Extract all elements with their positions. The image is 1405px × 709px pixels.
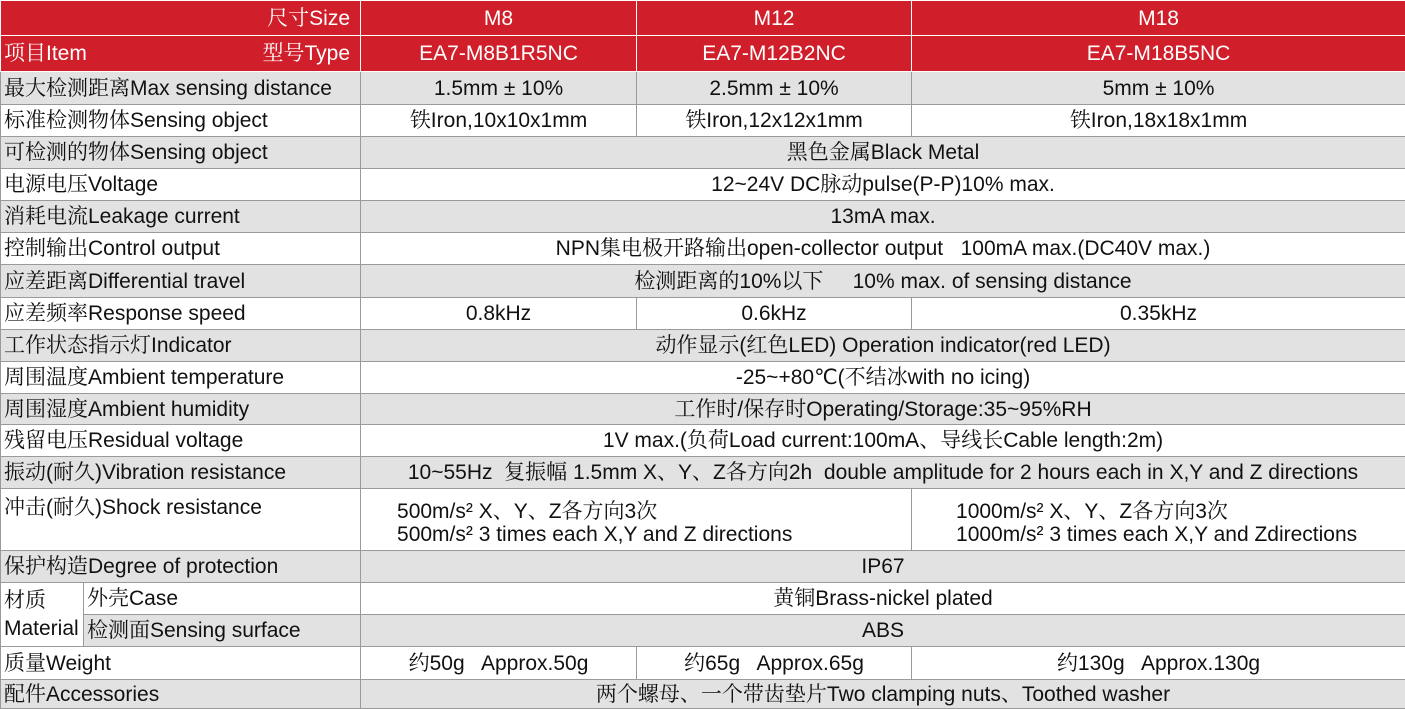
type-label: 型号Type bbox=[262, 43, 360, 64]
case-label: 外壳Case bbox=[84, 583, 361, 615]
model-m12: EA7-M12B2NC bbox=[637, 36, 912, 72]
cell-all: NPN集电极开路输出open-collector output 100mA max.(DC40V max.) bbox=[361, 233, 1405, 265]
cell-all: 动作显示(红色LED) Operation indicator(red LED) bbox=[361, 330, 1405, 362]
cell-all: 工作时/保存时Operating/Storage:35~95%RH bbox=[361, 394, 1405, 425]
row-control-output bbox=[1, 233, 1405, 265]
row-label: 最大检测距离Max sensing distance bbox=[1, 72, 361, 105]
surface-value: ABS bbox=[361, 615, 1405, 647]
row-weight bbox=[1, 647, 1405, 680]
case-value: 黄铜Brass-nickel plated bbox=[361, 583, 1405, 615]
cell-m8: 0.8kHz bbox=[361, 298, 637, 330]
cell-all: 1V max.(负荷Load current:100mA、导线长Cable length:2m) bbox=[361, 425, 1405, 457]
row-label: 残留电压Residual voltage bbox=[1, 425, 361, 457]
row-sensing-object bbox=[1, 105, 1405, 137]
shock-left-line2: 500m/s² 3 times each X,Y and Z directions bbox=[397, 523, 911, 546]
cell-m18: 5mm ± 10% bbox=[912, 72, 1405, 105]
row-label: 振动(耐久)Vibration resistance bbox=[1, 457, 361, 489]
size-m18: M18 bbox=[912, 1, 1405, 36]
cell-m18: 铁Iron,18x18x1mm bbox=[912, 105, 1405, 137]
row-accessories bbox=[1, 680, 1405, 709]
model-m8: EA7-M8B1R5NC bbox=[361, 36, 637, 72]
size-m8: M8 bbox=[361, 1, 637, 36]
row-label: 保护构造Degree of protection bbox=[1, 551, 361, 583]
row-label: 工作状态指示灯Indicator bbox=[1, 330, 361, 362]
model-m18: EA7-M18B5NC bbox=[912, 36, 1405, 72]
row-humidity bbox=[1, 394, 1405, 425]
row-leakage bbox=[1, 201, 1405, 233]
cell-shock-m8-m12 bbox=[361, 489, 912, 551]
cell-all: 两个螺母、一个带齿垫片Two clamping nuts、Toothed washer bbox=[361, 680, 1405, 709]
row-label: 周围湿度Ambient humidity bbox=[1, 394, 361, 425]
cell-m18: 0.35kHz bbox=[912, 298, 1405, 330]
cell-m12: 铁Iron,12x12x1mm bbox=[637, 105, 912, 137]
size-header-label: 尺寸Size bbox=[1, 1, 361, 36]
cell-all: 12~24V DC脉动pulse(P-P)10% max. bbox=[361, 169, 1405, 201]
row-protection bbox=[1, 551, 1405, 583]
material-label bbox=[1, 583, 84, 647]
row-label: 消耗电流Leakage current bbox=[1, 201, 361, 233]
surface-label: 检测面Sensing surface bbox=[84, 615, 361, 647]
row-detectable-object bbox=[1, 137, 1405, 169]
row-label: 配件Accessories bbox=[1, 680, 361, 709]
shock-left-line1: 500m/s² X、Y、Z各方向3次 bbox=[397, 500, 911, 523]
row-voltage bbox=[1, 169, 1405, 201]
row-label: 控制输出Control output bbox=[1, 233, 361, 265]
size-m12: M12 bbox=[637, 1, 912, 36]
row-label: 可检测的物体Sensing object bbox=[1, 137, 361, 169]
row-label: 应差距离Differential travel bbox=[1, 265, 361, 298]
material-label-en: Material bbox=[4, 615, 83, 642]
cell-all: 13mA max. bbox=[361, 201, 1405, 233]
cell-m12: 2.5mm ± 10% bbox=[637, 72, 912, 105]
cell-m12: 约65g Approx.65g bbox=[637, 647, 912, 680]
shock-right-line1: 1000m/s² X、Y、Z各方向3次 bbox=[956, 500, 1405, 523]
row-differential-travel bbox=[1, 265, 1405, 298]
row-vibration bbox=[1, 457, 1405, 489]
row-label: 质量Weight bbox=[1, 647, 361, 680]
cell-all: -25~+80℃(不结冰with no icing) bbox=[361, 362, 1405, 394]
row-max-distance bbox=[1, 72, 1405, 105]
row-material-surface bbox=[1, 615, 1405, 647]
cell-all: 10~55Hz 复振幅 1.5mm X、Y、Z各方向2h double amplitude for 2 hours each in X,Y and Z directions bbox=[361, 457, 1405, 489]
row-label: 应差频率Response speed bbox=[1, 298, 361, 330]
cell-m8: 约50g Approx.50g bbox=[361, 647, 637, 680]
row-label: 周围温度Ambient temperature bbox=[1, 362, 361, 394]
cell-m18: 约130g Approx.130g bbox=[912, 647, 1405, 680]
cell-m8: 1.5mm ± 10% bbox=[361, 72, 637, 105]
shock-right-line2: 1000m/s² 3 times each X,Y and Zdirections bbox=[956, 523, 1405, 546]
cell-m8: 铁Iron,10x10x1mm bbox=[361, 105, 637, 137]
row-material-case bbox=[1, 583, 1405, 615]
row-temperature bbox=[1, 362, 1405, 394]
row-residual-voltage bbox=[1, 425, 1405, 457]
item-type-header bbox=[1, 36, 361, 72]
row-indicator bbox=[1, 330, 1405, 362]
cell-shock-m18 bbox=[912, 489, 1405, 551]
row-response-speed bbox=[1, 298, 1405, 330]
row-label: 标准检测物体Sensing object bbox=[1, 105, 361, 137]
cell-all: 检测距离的10%以下 10% max. of sensing distance bbox=[361, 265, 1405, 298]
cell-m12: 0.6kHz bbox=[637, 298, 912, 330]
item-label: 项目Item bbox=[1, 43, 87, 64]
row-label: 电源电压Voltage bbox=[1, 169, 361, 201]
row-label: 冲击(耐久)Shock resistance bbox=[1, 489, 361, 551]
cell-all: IP67 bbox=[361, 551, 1405, 583]
row-shock bbox=[1, 489, 1405, 551]
cell-all: 黑色金属Black Metal bbox=[361, 137, 1405, 169]
material-label-cn: 材质 bbox=[4, 587, 83, 614]
